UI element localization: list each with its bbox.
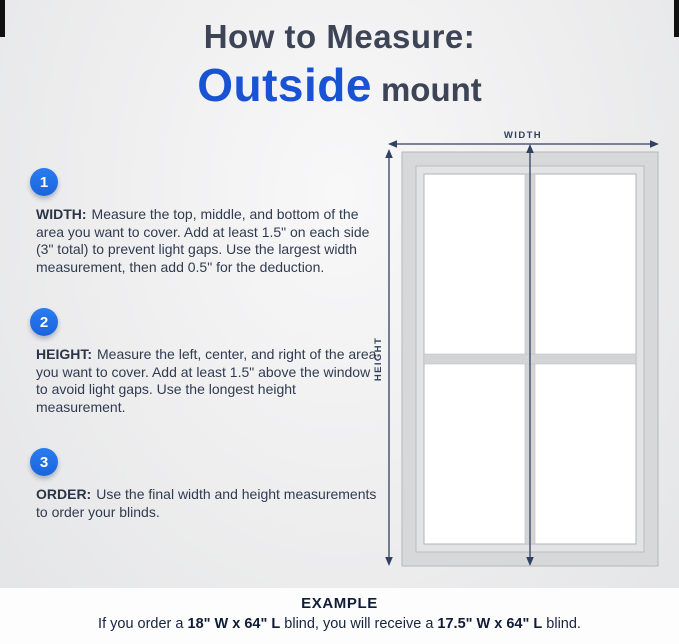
width-dimension-label: WIDTH	[503, 130, 543, 141]
step-3-body: Use the final width and height measurements to order your blinds.	[36, 486, 377, 520]
window-diagram-svg	[372, 126, 672, 578]
example-part1: If you order a	[98, 616, 188, 632]
step-1-label: WIDTH:	[36, 206, 87, 222]
title-line1: How to Measure:	[203, 18, 476, 55]
step-3-text	[36, 486, 382, 521]
title-line2	[0, 58, 679, 112]
example-footer	[0, 588, 679, 644]
step-1	[30, 168, 382, 276]
step-3-label: ORDER:	[36, 486, 92, 502]
step-1-badge: 1	[30, 168, 58, 196]
page-title	[0, 18, 679, 112]
title-suffix: mount	[380, 71, 482, 108]
step-2	[30, 308, 382, 416]
step-1-text	[36, 206, 382, 276]
step-3	[30, 448, 382, 521]
example-sentence	[0, 616, 679, 632]
step-2-badge: 2	[30, 308, 58, 336]
step-2-body: Measure the left, center, and right of the area you want to cover. Add at least 1.5" above the window to avoid light gaps. Use the longest height measurement.	[36, 346, 377, 415]
height-dimension-label: HEIGHT	[373, 336, 384, 382]
step-1-body: Measure the top, middle, and bottom of the area you want to cover. Add at least 1.5" on each side (3" total) to prevent light gaps. Use the largest width measurement, then add 0.5" for the deduction.	[36, 206, 370, 275]
example-bold2: 17.5" W x 64" L	[437, 616, 543, 632]
example-part2: blind, you will receive a	[280, 616, 438, 632]
example-part3: blind.	[542, 616, 581, 632]
window-measure-diagram	[372, 126, 672, 578]
example-heading: EXAMPLE	[301, 595, 378, 612]
step-3-badge: 3	[30, 448, 58, 476]
title-highlight: Outside	[197, 59, 372, 111]
example-bold1: 18" W x 64" L	[187, 616, 281, 632]
step-2-label: HEIGHT:	[36, 346, 92, 362]
step-2-text	[36, 346, 382, 416]
